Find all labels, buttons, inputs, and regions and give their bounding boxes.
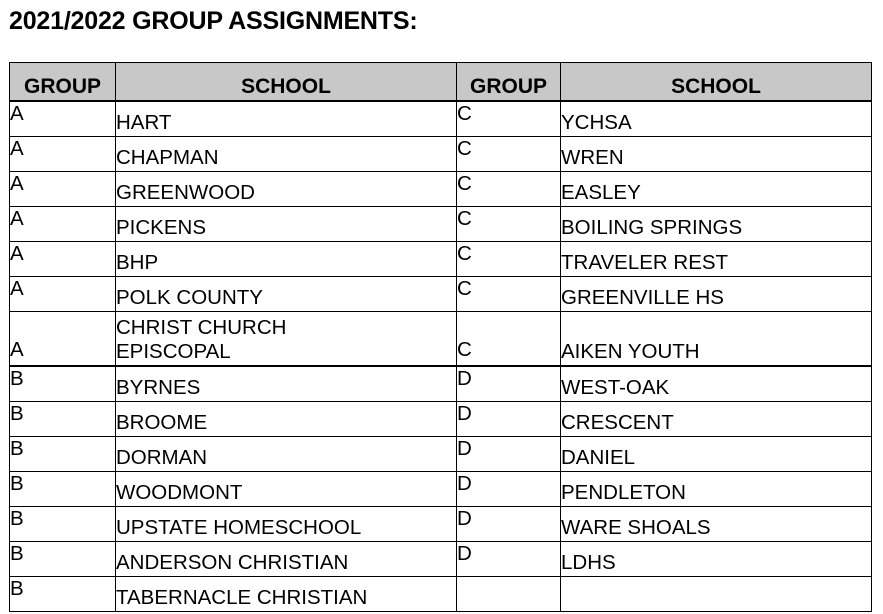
- group-cell: B: [10, 577, 116, 612]
- table-row: [10, 472, 872, 507]
- group-cell: D: [457, 437, 561, 472]
- group-cell: C: [457, 137, 561, 172]
- group-cell: A: [10, 312, 116, 367]
- header-group-right: GROUP: [457, 63, 561, 102]
- school-cell: GREENVILLE HS: [561, 277, 872, 312]
- group-cell: C: [457, 242, 561, 277]
- group-cell: A: [10, 101, 116, 137]
- school-cell: DANIEL: [561, 437, 872, 472]
- school-cell: ANDERSON CHRISTIAN: [116, 542, 457, 577]
- group-cell: C: [457, 101, 561, 137]
- group-cell: B: [10, 437, 116, 472]
- school-cell: BROOME: [116, 402, 457, 437]
- school-cell: TRAVELER REST: [561, 242, 872, 277]
- group-cell: D: [457, 402, 561, 437]
- school-cell: UPSTATE HOMESCHOOL: [116, 507, 457, 542]
- table-row: [10, 137, 872, 172]
- group-cell: B: [10, 472, 116, 507]
- school-cell: LDHS: [561, 542, 872, 577]
- table-row: [10, 366, 872, 402]
- header-group-left: GROUP: [10, 63, 116, 102]
- group-cell: A: [10, 207, 116, 242]
- school-cell: HART: [116, 101, 457, 137]
- school-cell: PICKENS: [116, 207, 457, 242]
- school-cell: AIKEN YOUTH: [561, 312, 872, 367]
- table-row: [10, 437, 872, 472]
- group-cell: B: [10, 507, 116, 542]
- group-cell: B: [10, 402, 116, 437]
- table-row: [10, 577, 872, 612]
- school-cell: CRESCENT: [561, 402, 872, 437]
- school-cell: PENDLETON: [561, 472, 872, 507]
- school-cell: YCHSA: [561, 101, 872, 137]
- school-cell: TABERNACLE CHRISTIAN: [116, 577, 457, 612]
- school-cell: CHAPMAN: [116, 137, 457, 172]
- group-cell: A: [10, 172, 116, 207]
- school-cell: DORMAN: [116, 437, 457, 472]
- school-cell: WOODMONT: [116, 472, 457, 507]
- school-cell: [561, 577, 872, 612]
- group-cell: C: [457, 172, 561, 207]
- table-row: [10, 277, 872, 312]
- group-assignments-table: [9, 62, 872, 612]
- school-cell: EASLEY: [561, 172, 872, 207]
- group-cell: D: [457, 366, 561, 402]
- school-cell: BYRNES: [116, 366, 457, 402]
- school-cell: BOILING SPRINGS: [561, 207, 872, 242]
- table-row: [10, 207, 872, 242]
- school-name-line-2: EPISCOPAL: [116, 340, 231, 363]
- group-cell: [457, 577, 561, 612]
- table-row: [10, 507, 872, 542]
- group-cell: C: [457, 312, 561, 367]
- header-school-right: SCHOOL: [561, 63, 872, 102]
- group-cell: C: [457, 277, 561, 312]
- group-cell: B: [10, 542, 116, 577]
- group-cell: D: [457, 507, 561, 542]
- table-row: [10, 242, 872, 277]
- group-cell: D: [457, 472, 561, 507]
- group-cell: A: [10, 277, 116, 312]
- group-cell: A: [10, 137, 116, 172]
- school-cell: WEST-OAK: [561, 366, 872, 402]
- table-row: [10, 542, 872, 577]
- group-cell: D: [457, 542, 561, 577]
- school-cell: GREENWOOD: [116, 172, 457, 207]
- group-cell: B: [10, 366, 116, 402]
- header-school-left: SCHOOL: [116, 63, 457, 102]
- school-name-line-1: CHRIST CHURCH: [116, 316, 287, 339]
- school-cell: WARE SHOALS: [561, 507, 872, 542]
- group-cell: A: [10, 242, 116, 277]
- table-row: [10, 101, 872, 137]
- school-cell: WREN: [561, 137, 872, 172]
- school-cell: [116, 312, 457, 367]
- school-cell: POLK COUNTY: [116, 277, 457, 312]
- group-cell: C: [457, 207, 561, 242]
- table-header-row: [10, 63, 872, 102]
- table-row: [10, 312, 872, 367]
- table-row: [10, 402, 872, 437]
- school-cell: BHP: [116, 242, 457, 277]
- table-row: [10, 172, 872, 207]
- page-title: 2021/2022 GROUP ASSIGNMENTS:: [9, 7, 418, 35]
